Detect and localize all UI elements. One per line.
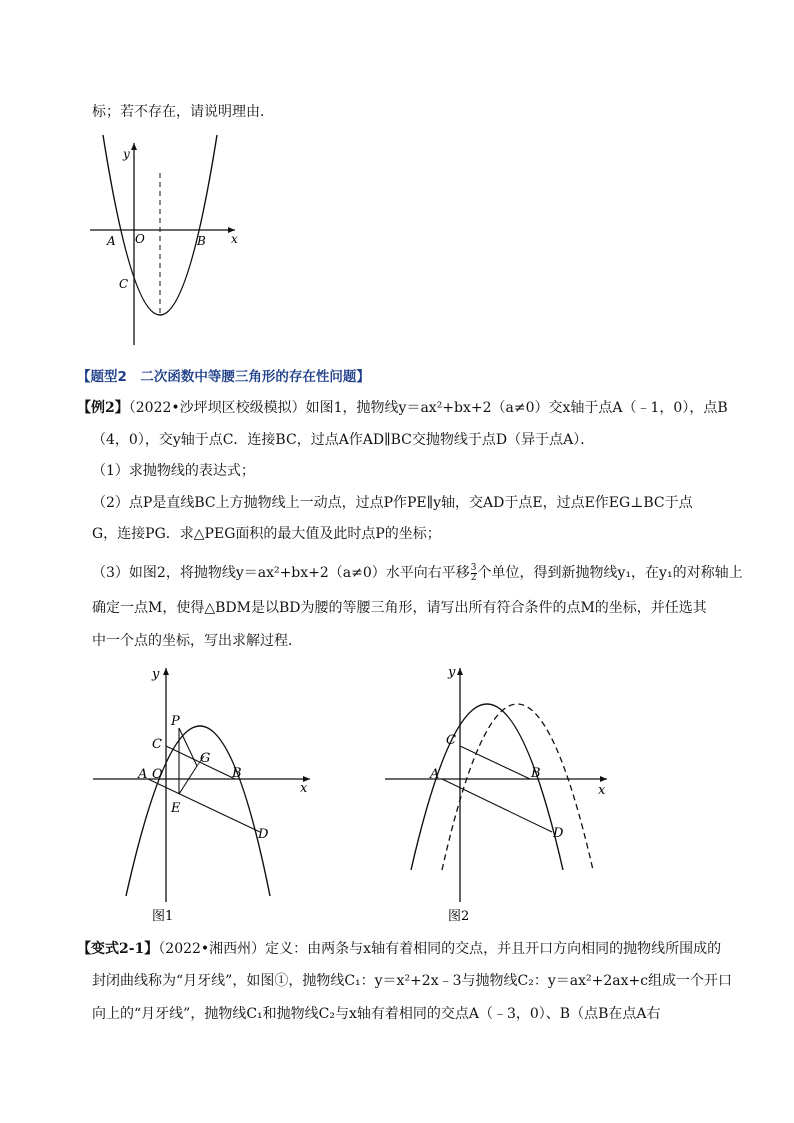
example2-q2b: G，连接PG．求△PEG面积的最大值及此时点P的坐标；: [92, 526, 441, 542]
fig1-label-B: B: [232, 766, 242, 781]
fig1-caption: 图1: [152, 909, 174, 924]
fig1-label-P: P: [171, 714, 180, 729]
example2-q1: （1）求抛物线的表达式；: [92, 463, 255, 479]
fig2-caption: 图2: [448, 909, 470, 924]
fig0-label-C: C: [119, 277, 129, 291]
variant-text-1: （2022•湘西州）定义：由两条与x轴有着相同的交点，并且开口方向相同的抛物线所围成的: [158, 941, 722, 957]
variant-line3: 向上的“月牙线”，抛物线C₁和抛物线C₂与x轴有着相同的交点A（﹣3，0）、B（点B在点A右: [92, 1006, 661, 1022]
example2-line2: （4，0），交y轴于点C．连接BC，过点A作AD∥BC交抛物线于点D（异于点A）．: [92, 432, 595, 448]
example2-q3a: [92, 562, 743, 584]
fig2-label-A: A: [430, 767, 440, 782]
fraction-three-halves: [471, 564, 477, 583]
fig2-label-x: x: [598, 783, 606, 798]
fraction-den: 2: [470, 572, 477, 583]
variant-tag: 【变式2-1】: [77, 941, 159, 957]
fig2-label-y: y: [448, 665, 456, 680]
example2-q3b: 确定一点M，使得△BDM是以BD为腰的等腰三角形，请写出所有符合条件的点M的坐标，并任选其: [92, 600, 707, 616]
example2-line1: [77, 397, 728, 419]
fraction-num: 3: [470, 562, 477, 573]
fig1-label-x: x: [300, 781, 308, 796]
fig1-label-D: D: [258, 827, 269, 842]
fig0-label-O: O: [135, 232, 145, 246]
section-title: 【题型2 二次函数中等腰三角形的存在性问题】: [77, 369, 370, 385]
figure-1: [88, 660, 328, 925]
fig1-label-A: A: [138, 767, 148, 782]
fig0-label-x: x: [231, 232, 238, 246]
fig2-label-C: C: [446, 733, 456, 748]
example2-q3a-pre: （3）如图2，将抛物线y＝ax²+bx+2（a≠0）水平向右平移: [92, 565, 470, 581]
variant-line2: 封闭曲线称为“月牙线”，如图①，抛物线C₁：y＝x²+2x﹣3与抛物线C₂：y＝ax²+2ax+c组成一个开口: [92, 973, 733, 989]
fig2-label-B: B: [531, 766, 541, 781]
fig0-label-B: B: [197, 234, 206, 248]
example2-q3a-post: 个单位，得到新抛物线y₁，在y₁的对称轴上: [477, 565, 743, 581]
fig1-label-E: E: [171, 801, 181, 816]
example2-tag: 【例2】: [77, 400, 129, 416]
figure-parabola-0: [85, 133, 255, 353]
fig1-label-O: O: [152, 767, 163, 782]
variant-line1: [77, 938, 722, 960]
fig0-label-y: y: [123, 147, 130, 161]
example2-q2a: （2）点P是直线BC上方抛物线上一动点，过点P作PE∥y轴，交AD于点E，过点E作EG⊥BC于点: [92, 495, 693, 511]
example2-q3c: 中一个点的坐标，写出求解过程．: [92, 633, 302, 649]
fig2-label-D: D: [553, 826, 564, 841]
example2-text-1: （2022•沙坪坝区校级模拟）如图1，抛物线y＝ax²+bx+2（a≠0）交x轴于点A（﹣1，0），点B: [128, 400, 728, 416]
figure-2: [380, 660, 620, 925]
fig1-label-C: C: [152, 737, 162, 752]
fig1-label-G: G: [200, 751, 211, 766]
fig0-label-A: A: [107, 234, 116, 248]
fig1-label-y: y: [152, 667, 160, 682]
continuation-text: 标；若不存在，请说明理由．: [92, 104, 274, 120]
